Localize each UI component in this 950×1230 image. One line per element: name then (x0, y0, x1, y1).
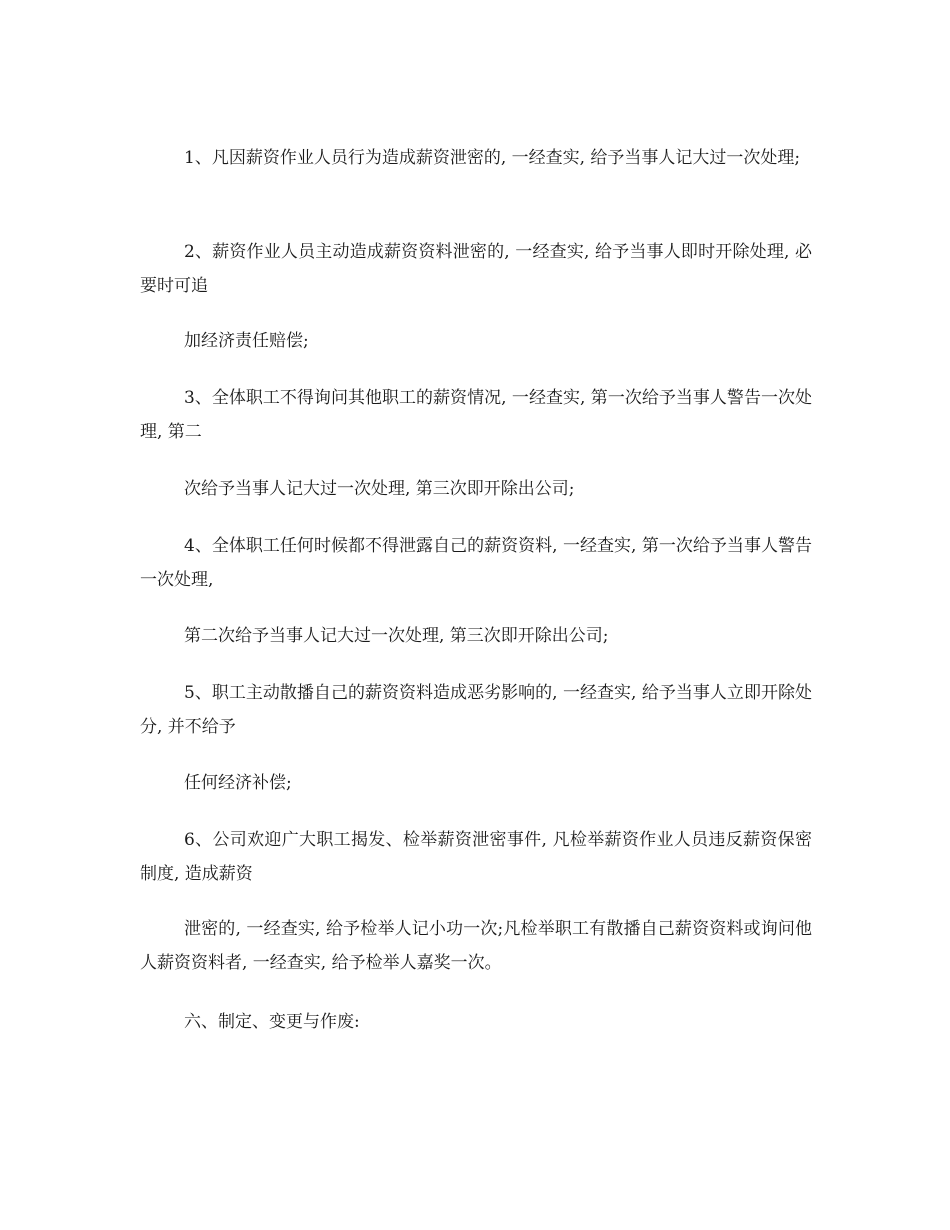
paragraph-clause-1: 1、凡因薪资作业人员行为造成薪资泄密的, 一经查实, 给予当事人记大过一次处理; (184, 148, 801, 168)
paragraph-clause-5-continued: 任何经济补偿; (184, 773, 292, 793)
paragraph-clause-6-continued: 泄密的, 一经查实, 给予检举人记小功一次;凡检举职工有散播自己薪资资料或询问他人薪资资料者, 一经查实, 给予检举人嘉奖一次。 (140, 919, 812, 973)
section-heading-six: 六、制定、变更与作废: (184, 1012, 360, 1032)
paragraph-clause-4: 4、全体职工任何时候都不得泄露自己的薪资资料, 一经查实, 第一次给予当事人警告一次处理, (140, 536, 812, 590)
paragraph-clause-5: 5、职工主动散播自己的薪资资料造成恶劣影响的, 一经查实, 给予当事人立即开除处分, 并不给予 (140, 683, 812, 737)
paragraph-clause-2: 2、薪资作业人员主动造成薪资资料泄密的, 一经查实, 给予当事人即时开除处理, 必要时可追 (140, 242, 812, 296)
paragraph-clause-6: 6、公司欢迎广大职工揭发、检举薪资泄密事件, 凡检举薪资作业人员违反薪资保密制度, 造成薪资 (140, 830, 812, 884)
paragraph-clause-3-continued: 次给予当事人记大过一次处理, 第三次即开除出公司; (184, 479, 575, 499)
paragraph-clause-3: 3、全体职工不得询问其他职工的薪资情况, 一经查实, 第一次给予当事人警告一次处理, 第二 (140, 388, 812, 442)
paragraph-clause-2-continued: 加经济责任赔偿; (184, 331, 309, 351)
paragraph-clause-4-continued: 第二次给予当事人记大过一次处理, 第三次即开除出公司; (184, 626, 609, 646)
